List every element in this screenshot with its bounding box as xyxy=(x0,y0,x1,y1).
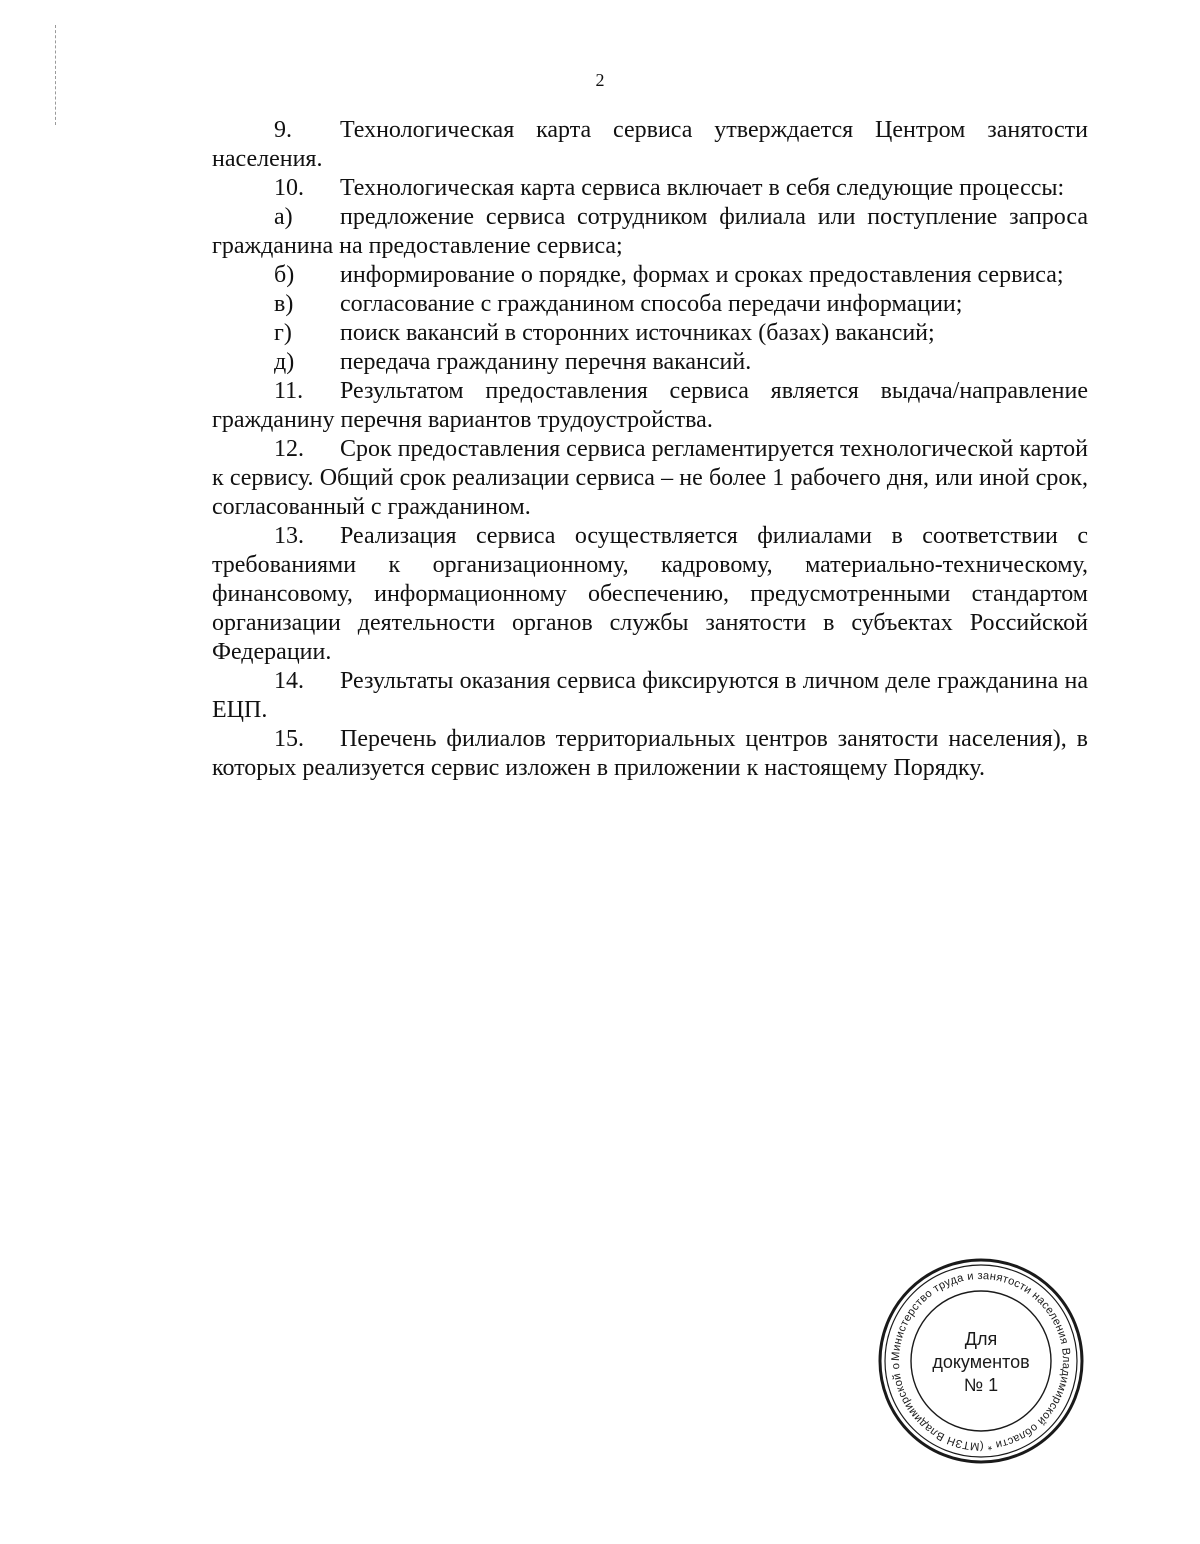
paragraph-text: Результатом предоставления сервиса является выдача/направление гражданину перечня вариантов трудоустройства. xyxy=(212,378,1088,433)
list-item-v xyxy=(212,290,1088,319)
list-marker: а) xyxy=(274,204,293,230)
document-body xyxy=(212,116,1088,783)
stamp-center-text xyxy=(876,1328,1086,1397)
official-stamp xyxy=(876,1256,1086,1466)
paragraph-12 xyxy=(212,435,1088,522)
paragraph-15 xyxy=(212,725,1088,783)
paragraph-text: Срок предоставления сервиса регламентируется технологической картой к сервису. Общий срок реализации сервиса – не более 1 рабочего дня, или иной срок, согласованный с гражданином. xyxy=(212,436,1088,520)
list-marker: д) xyxy=(274,349,295,375)
paragraph-text: Технологическая карта сервиса утверждается Центром занятости населения. xyxy=(212,117,1088,172)
list-item-a xyxy=(212,203,1088,261)
list-item-text: согласование с гражданином способа передачи информации; xyxy=(340,291,963,317)
paragraph-number: 15. xyxy=(274,726,304,752)
list-item-text: поиск вакансий в сторонних источниках (базах) вакансий; xyxy=(340,320,935,346)
paragraph-text: Реализация сервиса осуществляется филиалами в соответствии с требованиями к организационному, кадровому, материально-техническому, финансовому, информационному обеспечению, предусмотренными стандартом организации деятельности органов службы занятости в субъектах Российской Федерации. xyxy=(212,523,1088,665)
list-marker: б) xyxy=(274,262,295,288)
list-item-d xyxy=(212,348,1088,377)
list-item-text: информирование о порядке, формах и сроках предоставления сервиса; xyxy=(340,262,1064,288)
list-item-text: предложение сервиса сотрудником филиала или поступление запроса гражданина на предоставление сервиса; xyxy=(212,204,1088,259)
paragraph-11 xyxy=(212,377,1088,435)
paragraph-text: Технологическая карта сервиса включает в себя следующие процессы: xyxy=(340,175,1065,201)
paragraph-text: Результаты оказания сервиса фиксируются в личном деле гражданина на ЕЦП. xyxy=(212,668,1088,723)
svg-text:Министерство труда и занятости: Министерство труда и занятости населения Владимирской области * (МТЗН Владимирской о xyxy=(889,1269,1073,1453)
list-item-b xyxy=(212,261,1088,290)
paragraph-9 xyxy=(212,116,1088,174)
list-item-text: передача гражданину перечня вакансий. xyxy=(340,349,752,375)
paragraph-14 xyxy=(212,667,1088,725)
paragraph-number: 11. xyxy=(274,378,304,404)
stamp-line-2: документов xyxy=(932,1352,1030,1372)
list-marker: в) xyxy=(274,291,294,317)
paragraph-text: Перечень филиалов территориальных центров занятости населения), в которых реализуется сервис изложен в приложении к настоящему Порядку. xyxy=(212,726,1088,781)
paragraph-number: 14. xyxy=(274,668,304,694)
paragraph-10 xyxy=(212,174,1088,203)
page-number: 2 xyxy=(595,70,605,90)
paragraph-number: 9. xyxy=(274,117,292,143)
list-marker: г) xyxy=(274,320,292,346)
paragraph-number: 10. xyxy=(274,175,304,201)
stamp-line-1: Для xyxy=(964,1329,998,1349)
list-item-g xyxy=(212,319,1088,348)
paragraph-number: 12. xyxy=(274,436,304,462)
paragraph-13 xyxy=(212,522,1088,667)
stamp-line-3: № 1 xyxy=(963,1375,999,1395)
paragraph-number: 13. xyxy=(274,523,304,549)
